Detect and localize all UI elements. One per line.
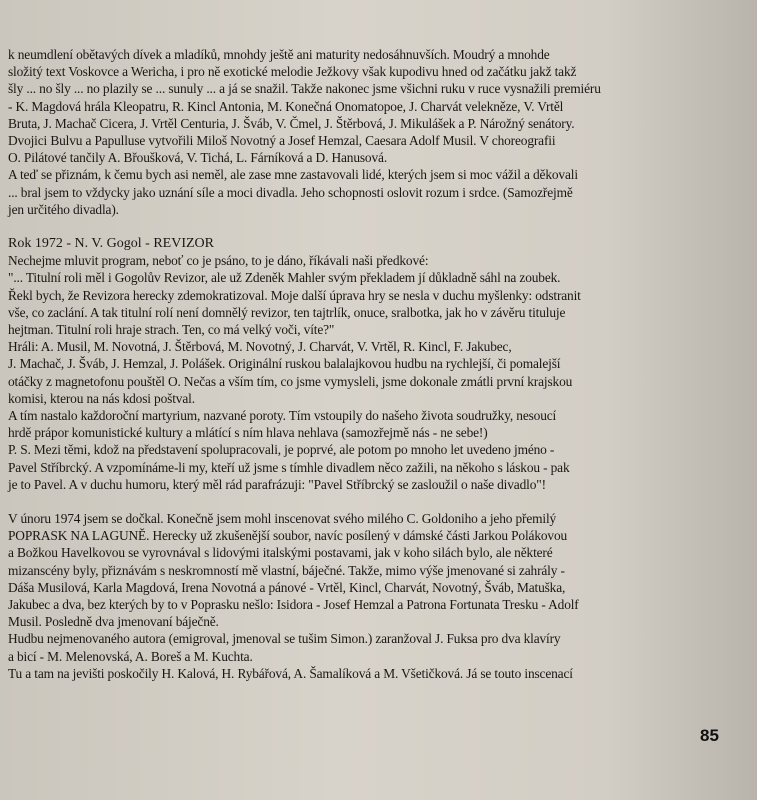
text-line: A teď se přiznám, k čemu bych asi neměl, ale zase mne zastavovali lidé, kterých jsem si moc vážil a děkovali: [8, 167, 578, 183]
text-line: šly ... no šly ... no plazily se ... sunuly ... a já se snažil. Takže nakonec jsme všichni ruku v ruce vysnažili premiéru: [8, 81, 601, 97]
text-line: P. S. Mezi těmi, kdož na představení spolupracovali, je poprvé, ale potom po mnoho let uvedeno jméno -: [8, 442, 555, 458]
paragraph-gap: [8, 218, 690, 235]
section-vw-play: [8, 46, 690, 218]
page-text: [8, 46, 690, 682]
text-line: Pavel Stříbrcký. A vzpomínáme-li my, kteří už jsme s tímhle divadlem něco zažili, na někoho s láskou - pak: [8, 459, 570, 475]
text-line: a Božkou Havelkovou se vyrovnával s lidovými italskými postavami, jak v koho silách bylo, ale některé: [8, 545, 553, 561]
paragraph-gap: [8, 493, 690, 510]
text-line: POPRASK NA LAGUNĚ. Herecky už zkušenější soubor, navíc posílený v dámské části Jarkou Polákovou: [8, 528, 568, 544]
text-line: Jakubec a dva, bez kterých by to v Poprasku nešlo: Isidora - Josef Hemzal a Patrona Fortunata Tresku - Adolf: [8, 597, 579, 612]
section-poprask: [8, 510, 690, 682]
text-line: Řekl bych, že Revizora herecky zdemokratizoval. Moje další úprava hry se nesla v duchu myšlenky: odstranit: [8, 287, 581, 303]
text-line: je to Pavel. A v duchu humoru, který měl rád parafrázuji: "Pavel Stříbrcký se zasloužil o naše divadlo"!: [8, 476, 546, 492]
text-line: Hudbu nejmenovaného autora (emigroval, jmenoval se tušim Simon.) zaranžoval J. Fuksa pro dva klavíry: [8, 631, 561, 647]
text-line: hejtman. Titulní roli hraje strach. Ten, co má velký voči, víte?": [8, 322, 335, 337]
text-line: ... bral jsem to vždycky jako uznání síle a moci divadla. Jeho schopnosti oslovit rozum i srdce. (Samozřejmě: [8, 184, 573, 200]
text-line: komisi, kterou na nás kdosi poštval.: [8, 390, 195, 406]
text-line: a bicí - M. Melenovská, A. Boreš a M. Kuchta.: [8, 648, 253, 664]
text-line: Dvojici Bulvu a Papulluse vytvořili Miloš Novotný a Josef Hemzal, Caesara Adolf Musil. V choreografii: [8, 132, 556, 148]
text-line: A tím nastalo každoroční martyrium, nazvané poroty. Tím vstoupily do našeho života soudružky, nesoucí: [8, 407, 557, 423]
text-line: Nechejme mluvit program, neboť co je psáno, to je dáno, říkávali naši předkové:: [8, 253, 429, 269]
text-line: Tu a tam na jevišti poskočily H. Kalová, H. Rybářová, A. Šamalíková a M. Všetičková. Já se touto inscenací: [8, 665, 573, 681]
text-line: jen určitého divadla).: [8, 201, 119, 217]
text-line: Bruta, J. Machač Cicera, J. Vrtěl Centuria, J. Šváb, V. Čmel, J. Štěrbová, J. Mikulášek a P. Nárožný senátory.: [8, 115, 575, 131]
section-revizor: [8, 252, 690, 493]
text-line: V únoru 1974 jsem se dočkal. Konečně jsem mohl inscenovat svého milého C. Goldoniho a jeho přemilý: [8, 511, 557, 527]
text-line: Musil. Posledně dva jmenovaní báječně.: [8, 614, 219, 630]
text-line: otáčky z magnetofonu pouštěl O. Nečas a vším tím, co jsme vymysleli, jsme dokonale zmátli první krajskou: [8, 373, 573, 389]
text-line: k neumdlení obětavých dívek a mladíků, mnohdy ještě ani maturity nedosáhnuvších. Moudrý a mnohde: [8, 47, 550, 62]
text-line: vše, co zaclání. A tak titulní rolí není domnělý revizor, ten tajtrlík, onuce, sralbotka, jak ho v závěru tituluje: [8, 304, 566, 320]
text-line: Dáša Musilová, Karla Magdová, Irena Novotná a pánové - Vrtěl, Kincl, Charvát, Novotný, Šváb, Matuška,: [8, 579, 566, 595]
text-line: mizanscény byly, přiznávám s neskromností mě vlastní, báječné. Takže, mimo výše jmenované si zahrály -: [8, 562, 565, 578]
text-line: "... Titulní roli měl i Gogolův Revizor, ale už Zdeněk Mahler svým překladem jí důkladně sáhl na zoubek.: [8, 270, 561, 286]
text-line: složitý text Voskovce a Wericha, i pro ně exotické melodie Ježkovy však kupodivu hned od začátku jakž takž: [8, 64, 577, 80]
text-line: O. Pilátové tančily A. Břoušková, V. Tichá, L. Fárníková a D. Hanusová.: [8, 150, 388, 166]
section-heading: Rok 1972 - N. V. Gogol - REVIZOR: [8, 236, 214, 252]
text-line: hrdě prápor komunistické kultury a mlátící s ním hlava nehlava (samozřejmě nás - ne sebe!): [8, 425, 488, 441]
text-line: Hráli: A. Musil, M. Novotná, J. Štěrbová, M. Novotný, J. Charvát, V. Vrtěl, R. Kincl, F. Jakubec,: [8, 339, 512, 355]
text-line: J. Machač, J. Šváb, J. Hemzal, J. Polášek. Originální ruskou balalajkovou hudbu na rychlejší, či pomalejší: [8, 356, 561, 372]
text-line: - K. Magdová hrála Kleopatru, R. Kincl Antonia, M. Konečná Onomatopoe, J. Charvát velekněze, V. Vrtěl: [8, 98, 564, 114]
page-number: 85: [700, 726, 719, 745]
